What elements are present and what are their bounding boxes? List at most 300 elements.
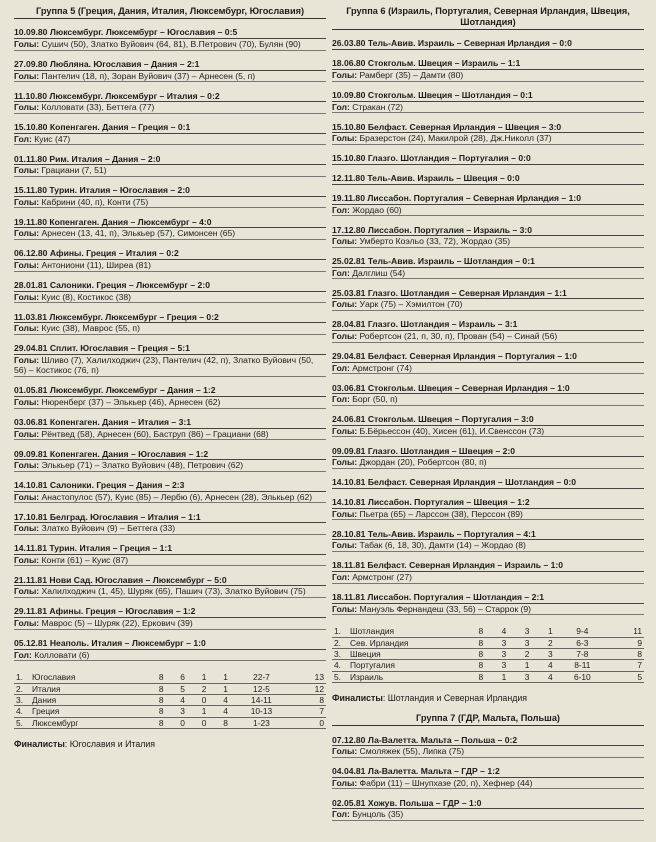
standings-cell: 8 — [462, 637, 485, 648]
match-title: 07.12.80 Ла-Валетта. Мальта – Польша – 0:2 — [332, 735, 644, 747]
match-entry — [332, 735, 644, 758]
match-entry — [14, 91, 326, 114]
standings-cell: 1 — [208, 683, 229, 694]
goals-label: Гол: — [332, 809, 350, 820]
standings-cell: 12 — [293, 683, 326, 694]
match-entry — [332, 766, 644, 789]
team-name: Сев. Ирландия — [348, 637, 462, 648]
standings-cell: 7-8 — [555, 649, 610, 660]
group5-heading: Группа 5 (Греция, Дания, Италия, Люксембург, Югославия) — [14, 6, 326, 19]
match-goals — [14, 228, 326, 240]
goals-scorers: Бразерстон (24), Макилрой (28), Дж.Николл (37) — [359, 133, 552, 144]
standings-row — [14, 672, 326, 683]
standings-cell: 14-11 — [230, 694, 293, 705]
match-entry — [14, 638, 326, 661]
standings-cell: 8 — [144, 694, 165, 705]
standings-row — [14, 683, 326, 694]
goals-label: Голы: — [14, 491, 40, 502]
standings-cell: 8 — [462, 671, 485, 682]
match-goals — [14, 260, 326, 272]
match-entry — [332, 529, 644, 552]
match-entry — [14, 606, 326, 629]
match-entry — [14, 280, 326, 303]
group5-matches — [14, 27, 326, 661]
goals-label: Голы: — [332, 133, 358, 144]
match-entry — [14, 449, 326, 472]
standings-cell: 4 — [531, 671, 554, 682]
standings-cell: 4. — [14, 706, 30, 717]
goals-label: Голы: — [14, 428, 40, 439]
goals-label: Гол: — [332, 362, 350, 373]
standings-cell: 3 — [485, 660, 508, 671]
match-title: 18.11.81 Белфаст. Северная Ирландия – Израиль – 1:0 — [332, 560, 644, 572]
goals-scorers: Куис (47) — [34, 133, 71, 144]
match-entry — [14, 480, 326, 503]
team-name: Португалия — [348, 660, 462, 671]
team-name: Греция — [30, 706, 144, 717]
match-goals — [14, 165, 326, 177]
standings-cell: 8 — [144, 706, 165, 717]
standings-cell: 9 — [610, 637, 644, 648]
group6-matches — [332, 38, 644, 615]
match-goals — [14, 197, 326, 209]
match-goals — [14, 102, 326, 114]
match-goals — [14, 429, 326, 441]
match-entry — [332, 319, 644, 342]
match-goals — [14, 492, 326, 504]
standings-cell: 3 — [531, 649, 554, 660]
match-entry — [332, 446, 644, 469]
match-entry — [14, 185, 326, 208]
match-goals — [332, 604, 644, 616]
standings-cell: 4 — [208, 694, 229, 705]
goals-scorers: Конти (61) – Куис (87) — [41, 554, 129, 565]
goals-scorers: Сушич (50), Златко Вуйович (64, 81), В.Петрович (70), Булян (90) — [41, 38, 301, 49]
standings-cell: 0 — [187, 694, 208, 705]
match-title: 10.09.80 Люксембург. Люксембург – Югославия – 0:5 — [14, 27, 326, 39]
goals-scorers: Табак (6, 18, 30), Дамти (14) – Жордао (8) — [359, 540, 526, 551]
match-title: 04.04.81 Ла-Валетта. Мальта – ГДР – 1:2 — [332, 766, 644, 778]
goals-scorers: Пантелич (18, п), Зоран Вуйович (37) – Арнесен (5, п) — [41, 70, 256, 81]
match-goals — [14, 397, 326, 409]
standings-cell: 1 — [531, 626, 554, 637]
goals-label: Голы: — [14, 102, 40, 113]
standings-cell: 0 — [293, 717, 326, 728]
standings-row — [332, 626, 644, 637]
goals-scorers: Маврос (5) – Шуряк (22), Еркович (39) — [41, 617, 193, 628]
match-goals — [14, 523, 326, 535]
group5-column — [14, 6, 326, 750]
match-goals — [14, 71, 326, 83]
goals-scorers: Армстронг (27) — [352, 572, 412, 583]
standings-cell: 8 — [610, 649, 644, 660]
goals-label: Гол: — [332, 572, 350, 583]
standings-cell: 8 — [462, 660, 485, 671]
standings-cell: 2. — [332, 637, 348, 648]
match-entry — [332, 497, 644, 520]
goals-label: Гол: — [14, 649, 32, 660]
goals-label: Голы: — [14, 38, 40, 49]
match-title: 14.11.81 Турин. Италия – Греция – 1:1 — [14, 543, 326, 555]
match-goals — [332, 509, 644, 521]
match-entry — [14, 575, 326, 598]
match-title: 14.10.81 Лиссабон. Португалия – Швеция – 1:2 — [332, 497, 644, 509]
standings-cell: 13 — [293, 672, 326, 683]
standings-cell: 3 — [485, 637, 508, 648]
standings-cell: 12-5 — [230, 683, 293, 694]
match-entry — [14, 154, 326, 177]
team-name: Израиль — [348, 671, 462, 682]
match-title: 26.03.80 Тель-Авив. Израиль – Северная Ирландия – 0:0 — [332, 38, 644, 50]
standings-cell: 8 — [208, 717, 229, 728]
match-goals — [332, 331, 644, 343]
standings-cell: 9-4 — [555, 626, 610, 637]
goals-label: Голы: — [14, 554, 40, 565]
standings-cell: 6-10 — [555, 671, 610, 682]
team-name: Югославия — [30, 672, 144, 683]
match-goals — [332, 236, 644, 248]
match-title: 21.11.81 Нови Сад. Югославия – Люксембург – 5:0 — [14, 575, 326, 587]
team-name: Италия — [30, 683, 144, 694]
standings-cell: 8-11 — [555, 660, 610, 671]
standings-cell: 22-7 — [230, 672, 293, 683]
match-entry — [332, 193, 644, 216]
goals-scorers: Умберто Коэльо (33, 72), Жордао (35) — [359, 236, 511, 247]
goals-label: Голы: — [14, 228, 40, 239]
standings-cell: 1 — [508, 660, 531, 671]
goals-scorers: Куис (38), Маврос (55, п) — [41, 323, 140, 334]
match-title: 14.10.81 Салоники. Греция – Дания – 2:3 — [14, 480, 326, 492]
match-goals — [332, 70, 644, 82]
standings-cell: 2 — [531, 637, 554, 648]
match-title: 03.06.81 Стокгольм. Швеция – Северная Ирландия – 1:0 — [332, 383, 644, 395]
goals-scorers: Колловати (6) — [34, 649, 90, 660]
match-goals — [14, 586, 326, 598]
match-entry — [14, 217, 326, 240]
match-title: 14.10.81 Белфаст. Северная Ирландия – Шотландия – 0:0 — [332, 477, 644, 489]
group7-heading: Группа 7 (ГДР, Мальта, Польша) — [332, 713, 644, 726]
goals-scorers: Халилходжич (1, 45), Шуряк (65), Пашич (73), Златко Вуйович (75) — [41, 586, 306, 597]
group6-standings — [332, 626, 644, 683]
match-goals — [14, 39, 326, 51]
goals-label: Голы: — [332, 777, 358, 788]
match-entry — [332, 288, 644, 311]
match-title: 29.04.81 Сплит. Югославия – Греция – 5:1 — [14, 343, 326, 355]
match-entry — [332, 90, 644, 113]
goals-scorers: Куис (8), Костикос (38) — [41, 291, 132, 302]
standings-row — [14, 694, 326, 705]
goals-scorers: Далглиш (54) — [352, 267, 406, 278]
goals-scorers: Уарк (75) – Хэмилтон (70) — [359, 299, 463, 310]
match-title: 28.10.81 Тель-Авив. Израиль – Португалия – 4:1 — [332, 529, 644, 541]
goals-label: Голы: — [332, 69, 358, 80]
match-entry — [332, 38, 644, 50]
goals-label: Голы: — [332, 746, 358, 757]
standings-cell: 5 — [610, 671, 644, 682]
match-goals — [14, 323, 326, 335]
match-title: 15.10.80 Белфаст. Северная Ирландия – Швеция – 3:0 — [332, 122, 644, 134]
match-entry — [332, 58, 644, 81]
match-goals — [332, 746, 644, 758]
match-goals — [332, 540, 644, 552]
goals-label: Гол: — [332, 204, 350, 215]
match-entry — [332, 153, 644, 165]
goals-label: Гол: — [332, 394, 350, 405]
match-goals — [332, 572, 644, 584]
match-entry — [14, 512, 326, 535]
match-title: 15.10.80 Глазго. Шотландия – Португалия – 0:0 — [332, 153, 644, 165]
standings-cell: 1 — [485, 671, 508, 682]
goals-label: Голы: — [14, 165, 40, 176]
standings-cell: 5. — [14, 717, 30, 728]
match-entry — [332, 798, 644, 821]
match-goals — [332, 457, 644, 469]
match-entry — [332, 256, 644, 279]
standings-cell: 3 — [165, 706, 186, 717]
match-entry — [14, 385, 326, 408]
standings-cell: 5 — [165, 683, 186, 694]
match-title: 09.09.81 Копенгаген. Дания – Югославия – 1:2 — [14, 449, 326, 461]
standings-cell: 8 — [144, 672, 165, 683]
group6-finalists: Финалисты: Шотландия и Северная Ирландия — [332, 693, 527, 704]
goals-scorers: Колловати (33), Беттега (77) — [41, 102, 155, 113]
match-entry — [14, 543, 326, 566]
standings-cell: 7 — [610, 660, 644, 671]
standings-cell: 2 — [187, 683, 208, 694]
match-title: 15.10.80 Копенгаген. Дания – Греция – 0:1 — [14, 122, 326, 134]
goals-label: Голы: — [14, 617, 40, 628]
match-title: 18.06.80 Стокгольм. Швеция – Израиль – 1:1 — [332, 58, 644, 70]
standings-cell: 5. — [332, 671, 348, 682]
match-title: 12.11.80 Тель-Авив. Израиль – Швеция – 0:0 — [332, 173, 644, 185]
standings-cell: 8 — [144, 717, 165, 728]
standings-cell: 4 — [531, 660, 554, 671]
match-entry — [332, 173, 644, 185]
goals-label: Голы: — [14, 396, 40, 407]
match-title: 25.03.81 Глазго. Шотландия – Северная Ирландия – 1:1 — [332, 288, 644, 300]
group7-matches — [332, 735, 644, 821]
standings-cell: 1. — [332, 626, 348, 637]
standings-row — [332, 649, 644, 660]
goals-label: Голы: — [14, 460, 40, 471]
goals-scorers: Арнесен (13, 41, п), Элькьер (57), Симонсен (65) — [41, 228, 236, 239]
standings-cell: 6-3 — [555, 637, 610, 648]
match-title: 25.02.81 Тель-Авив. Израиль – Шотландия – 0:1 — [332, 256, 644, 268]
standings-cell: 1. — [14, 672, 30, 683]
standings-cell: 1-23 — [230, 717, 293, 728]
standings-cell: 3. — [332, 649, 348, 660]
goals-label: Голы: — [332, 508, 358, 519]
team-name: Шотландия — [348, 626, 462, 637]
standings-cell: 8 — [293, 694, 326, 705]
goals-scorers: Борг (50, п) — [352, 394, 398, 405]
standings-cell: 1 — [187, 706, 208, 717]
standings-cell: 8 — [144, 683, 165, 694]
group5-standings — [14, 672, 326, 729]
match-goals — [332, 133, 644, 145]
team-name: Люксембург — [30, 717, 144, 728]
match-goals — [332, 205, 644, 217]
goals-label: Голы: — [14, 260, 40, 271]
goals-scorers: Бунцоль (35) — [352, 809, 404, 820]
goals-label: Голы: — [14, 323, 40, 334]
match-title: 09.09.81 Глазго. Шотландия – Швеция – 2:0 — [332, 446, 644, 458]
goals-label: Голы: — [14, 586, 40, 597]
standings-cell: 3 — [508, 626, 531, 637]
goals-label: Гол: — [332, 101, 350, 112]
goals-scorers: Стракан (72) — [352, 101, 404, 112]
standings-cell: 2. — [14, 683, 30, 694]
goals-label: Голы: — [14, 354, 40, 365]
match-entry — [14, 248, 326, 271]
goals-label: Голы: — [332, 425, 358, 436]
standings-cell: 4. — [332, 660, 348, 671]
group5-finalists: Финалисты: Югославия и Италия — [14, 739, 156, 750]
standings-cell: 8 — [462, 626, 485, 637]
standings-cell: 4 — [485, 626, 508, 637]
match-goals — [14, 355, 326, 377]
match-goals — [332, 268, 644, 280]
standings-cell: 4 — [208, 706, 229, 717]
goals-label: Голы: — [332, 236, 358, 247]
match-title: 29.04.81 Белфаст. Северная Ирландия – Португалия – 1:0 — [332, 351, 644, 363]
goals-label: Голы: — [332, 457, 358, 468]
goals-label: Гол: — [332, 267, 350, 278]
match-title: 28.01.81 Салоники. Греция – Люксембург – 2:0 — [14, 280, 326, 292]
match-entry — [14, 343, 326, 377]
match-entry — [332, 592, 644, 615]
standings-cell: 3 — [508, 671, 531, 682]
goals-label: Голы: — [332, 540, 358, 551]
match-title: 11.03.81 Люксембург. Люксембург – Греция – 0:2 — [14, 312, 326, 324]
group6-column — [332, 6, 644, 821]
goals-label: Голы: — [332, 299, 358, 310]
match-entry — [332, 122, 644, 145]
goals-scorers: Робертсон (21, п, 30, п), Прован (54) – Синай (56) — [359, 330, 558, 341]
goals-label: Голы: — [14, 291, 40, 302]
match-title: 11.10.80 Люксембург. Люксембург – Италия – 0:2 — [14, 91, 326, 103]
goals-scorers: Джордан (20), Робертсон (80, п) — [359, 457, 487, 468]
goals-scorers: Б.Бёрьессон (40), Хисен (61), И.Свенссон (73) — [359, 425, 545, 436]
goals-scorers: Фабри (11) – Шнупхазе (20, п), Хефнер (44) — [359, 777, 533, 788]
standings-row — [332, 660, 644, 671]
match-goals — [14, 555, 326, 567]
match-goals — [14, 292, 326, 304]
standings-row — [14, 706, 326, 717]
goals-label: Голы: — [14, 196, 40, 207]
match-title: 18.11.81 Лиссабон. Португалия – Шотландия – 2:1 — [332, 592, 644, 604]
match-title: 10.09.80 Стокгольм. Швеция – Шотландия – 0:1 — [332, 90, 644, 102]
standings-cell: 4 — [165, 694, 186, 705]
goals-scorers: Рамберг (35) – Дамти (80) — [359, 69, 464, 80]
match-entry — [332, 225, 644, 248]
standings-cell: 10-13 — [230, 706, 293, 717]
match-goals — [332, 102, 644, 114]
match-title: 01.05.81 Люксембург. Люксембург – Дания – 1:2 — [14, 385, 326, 397]
standings-cell: 8 — [462, 649, 485, 660]
match-title: 05.12.81 Неаполь. Италия – Люксембург – 1:0 — [14, 638, 326, 650]
goals-scorers: Армстронг (74) — [352, 362, 412, 373]
goals-scorers: Златко Вуйович (9) – Беттега (33) — [41, 523, 176, 534]
finalists-label: Финалисты — [332, 693, 383, 704]
match-title: 01.11.80 Рим. Италия – Дания – 2:0 — [14, 154, 326, 166]
standings-row — [14, 717, 326, 728]
match-entry — [14, 417, 326, 440]
goals-scorers: Рёнтвед (58), Арнесен (60), Баструп (86) – Грациани (68) — [41, 428, 269, 439]
standings-cell: 0 — [165, 717, 186, 728]
standings-cell: 1 — [187, 672, 208, 683]
goals-scorers: Пьетра (65) – Ларссон (38), Перссон (89) — [359, 508, 523, 519]
goals-scorers: Нюренберг (37) – Элькьер (46), Арнесен (62) — [41, 396, 221, 407]
goals-scorers: Кабрини (40, п), Конти (75) — [41, 196, 149, 207]
finalists-value: Шотландия и Северная Ирландия — [387, 693, 527, 704]
match-entry — [14, 27, 326, 50]
match-goals — [332, 426, 644, 438]
goals-scorers: Элькьер (71) – Златко Вуйович (48), Петрович (62) — [41, 460, 244, 471]
group6-heading: Группа 6 (Израиль, Португалия, Северная Ирландия, Швеция, Шотландия) — [332, 6, 644, 30]
goals-label: Гол: — [14, 133, 32, 144]
match-goals — [332, 809, 644, 821]
team-name: Швеция — [348, 649, 462, 660]
goals-scorers: Смоляжек (55), Липка (75) — [359, 746, 465, 757]
match-goals — [14, 618, 326, 630]
standings-cell: 6 — [165, 672, 186, 683]
goals-label: Голы: — [332, 603, 358, 614]
standings-cell: 3 — [508, 637, 531, 648]
standings-cell: 3 — [485, 649, 508, 660]
goals-label: Голы: — [14, 523, 40, 534]
match-goals — [332, 299, 644, 311]
match-entry — [14, 59, 326, 82]
goals-label: Голы: — [14, 70, 40, 81]
match-goals — [14, 650, 326, 662]
match-title: 19.11.80 Лиссабон. Португалия – Северная Ирландия – 1:0 — [332, 193, 644, 205]
match-title: 19.11.80 Копенгаген. Дания – Люксембург – 4:0 — [14, 217, 326, 229]
finalists-label: Финалисты — [14, 739, 65, 750]
match-entry — [14, 122, 326, 145]
match-entry — [14, 312, 326, 335]
match-title: 29.11.81 Афины. Греция – Югославия – 1:2 — [14, 606, 326, 618]
match-title: 28.04.81 Глазго. Шотландия – Израиль – 3:1 — [332, 319, 644, 331]
goals-scorers: Жордао (60) — [352, 204, 402, 215]
goals-scorers: Грациани (7, 51) — [41, 165, 107, 176]
match-title: 27.09.80 Любляна. Югославия – Дания – 2:1 — [14, 59, 326, 71]
standings-cell: 2 — [508, 649, 531, 660]
match-entry — [332, 383, 644, 406]
match-title: 06.12.80 Афины. Греция – Италия – 0:2 — [14, 248, 326, 260]
match-entry — [332, 477, 644, 489]
standings-cell: 1 — [208, 672, 229, 683]
match-entry — [332, 351, 644, 374]
standings-cell: 11 — [610, 626, 644, 637]
match-title: 24.06.81 Стокгольм. Швеция – Португалия – 3:0 — [332, 414, 644, 426]
standings-row — [332, 671, 644, 682]
goals-scorers: Антониони (11), Ширеа (81) — [41, 260, 151, 271]
match-goals — [332, 394, 644, 406]
match-goals — [14, 460, 326, 472]
goals-label: Голы: — [332, 330, 358, 341]
team-name: Дания — [30, 694, 144, 705]
match-title: 15.11.80 Турин. Италия – Югославия – 2:0 — [14, 185, 326, 197]
match-entry — [332, 560, 644, 583]
finalists-value: Югославия и Италия — [69, 739, 156, 750]
match-goals — [14, 134, 326, 146]
standings-row — [332, 637, 644, 648]
goals-scorers: Мануэль Фернандеш (33, 56) – Старрок (9) — [359, 603, 532, 614]
standings-cell: 3. — [14, 694, 30, 705]
match-title: 17.10.81 Белград. Югославия – Италия – 1:1 — [14, 512, 326, 524]
match-goals — [332, 363, 644, 375]
